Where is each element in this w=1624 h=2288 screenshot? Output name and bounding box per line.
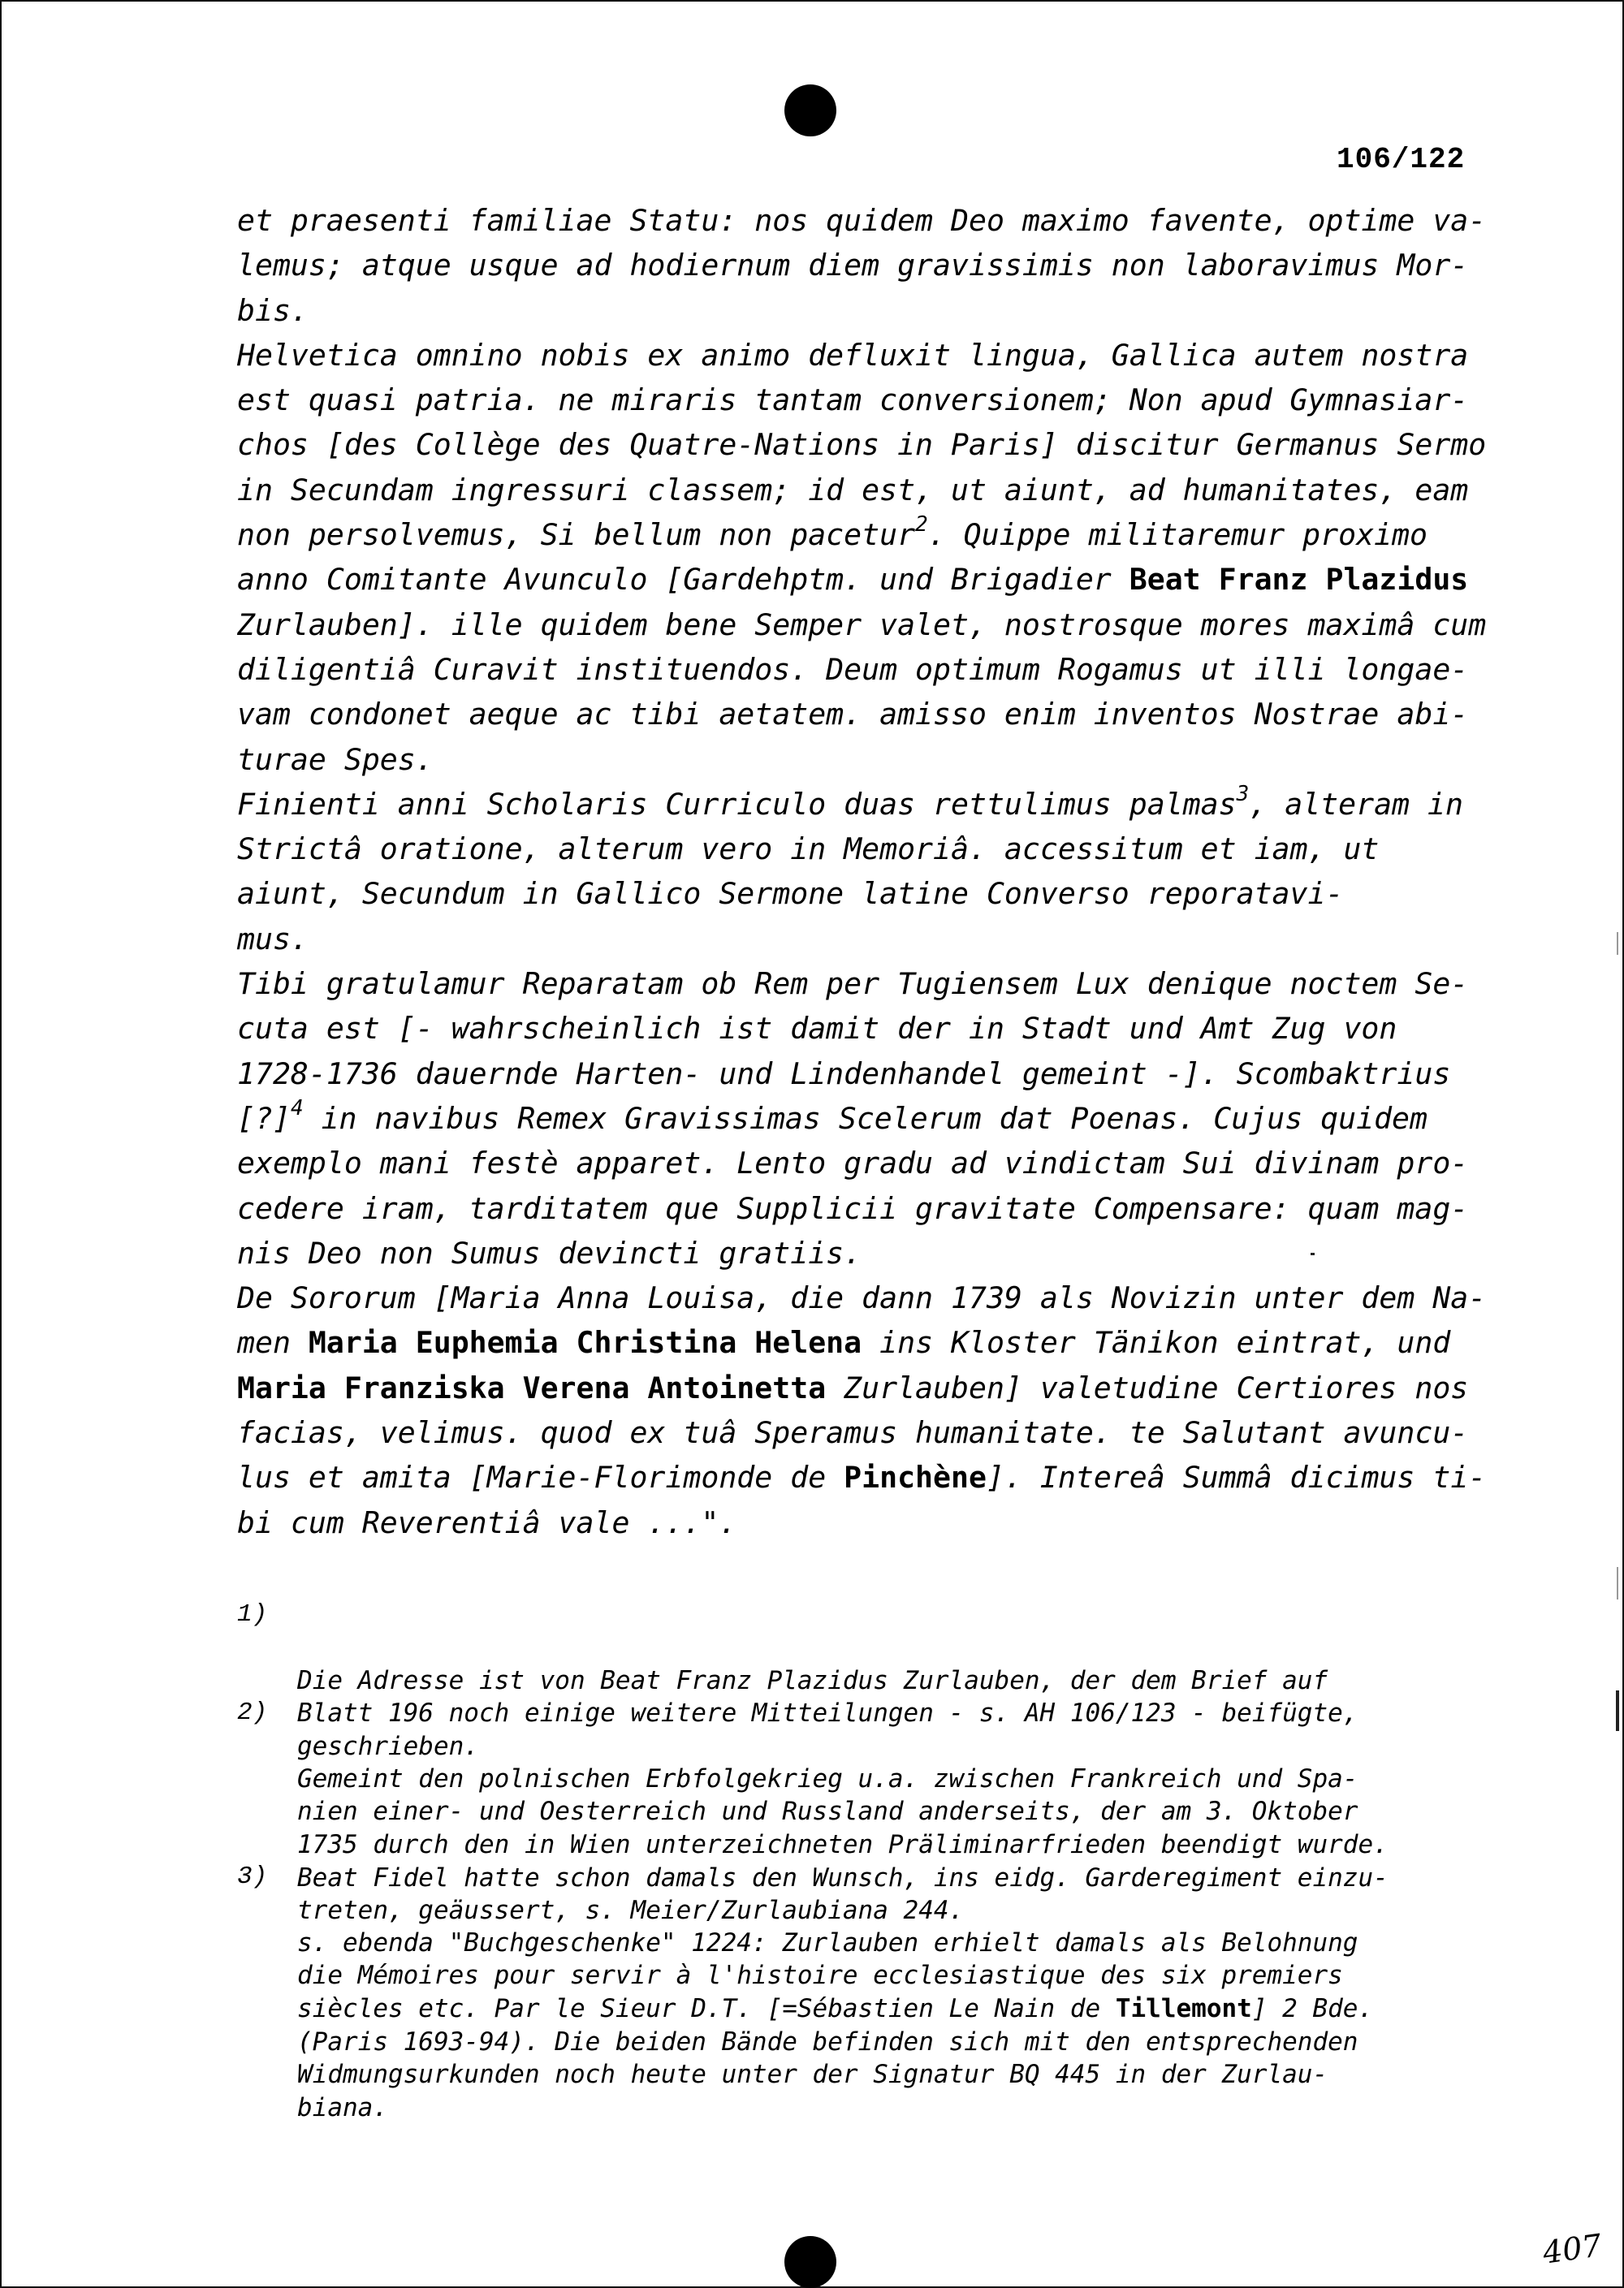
footnote-line: Gemeint den polnischen Erbfolgekrieg u.a. zwischen Frankreich und Spa- [297, 1763, 1358, 1794]
footnote-text [297, 1763, 1389, 1928]
footnote-ref: 4 [290, 1095, 304, 1120]
body-line: lus et amita [Marie-Florimonde de [237, 1460, 844, 1496]
letter-body [237, 198, 1488, 1545]
body-line: 1728-1736 dauernde Harten- und Lindenhandel gemeint -]. Scombaktrius [237, 1056, 1451, 1091]
body-line: . Quippe militaremur proximo [927, 517, 1427, 553]
body-line: cuta est [- wahrscheinlich ist damit der in Stadt und Amt Zug von [237, 1011, 1397, 1047]
footnote-line: Die Adresse ist von Beat Franz Plazidus Zurlauben, der dem Brief auf [297, 1665, 1328, 1695]
body-line: anno Comitante Avunculo [Gardehptm. und Brigadier [237, 562, 1129, 598]
body-line: De Sororum [Maria Anna Louisa, die dann 1739 als Novizin unter dem Na- [237, 1280, 1487, 1316]
body-line: Finienti anni Scholaris Curriculo duas rettulimus palmas [237, 786, 1237, 822]
body-line: est quasi patria. ne miraris tantam conversionem; Non apud Gymnasiar- [237, 382, 1469, 418]
body-line: exemplo mani festè apparet. Lento gradu ad vindictam Sui divinam pro- [237, 1146, 1469, 1181]
body-line: Tibi gratulamur Reparatam ob Rem per Tugiensem Lux denique noctem Se- [237, 966, 1469, 1002]
footnote-line: 1735 durch den in Wien unterzeichneten Präliminarfrieden beendigt wurde. [297, 1829, 1389, 1859]
body-line: bi cum Reverentiâ vale ...". [237, 1504, 737, 1540]
punch-hole-bottom [784, 2236, 836, 2288]
footnote-text [297, 1927, 1373, 2125]
footnote-line: biana. [297, 2092, 388, 2122]
scan-mark [1311, 1253, 1315, 1255]
body-line: facias, velimus. quod ex tuâ Speramus humanitate. te Salutant avuncu- [237, 1415, 1469, 1451]
scan-mark [1617, 932, 1618, 955]
body-line: ]. Intereâ Summâ dicimus ti- [986, 1460, 1487, 1496]
footnote-line: Blatt 196 noch einige weitere Mitteilungen - s. AH 106/123 - beifügte, [297, 1699, 1358, 1729]
body-line: [?] [237, 1100, 291, 1136]
footnote-number: 2) [237, 1698, 268, 1727]
body-line: in Secundam ingressuri classem; id est, ut aiunt, ad humanitates, eam [237, 472, 1469, 507]
body-line: Strictâ oratione, alterum vero in Memoriâ. accessitum et iam, ut [237, 831, 1380, 867]
body-line: nis Deo non Sumus devincti gratiis. [237, 1235, 862, 1271]
scan-mark [1616, 1690, 1619, 1731]
body-line: non persolvemus, Si bellum non pacetur [237, 517, 916, 553]
footnote-1 [237, 1565, 1358, 1761]
body-line: lemus; atque usque ad hodiernum diem gravissimis non laboravimus Mor- [237, 248, 1469, 283]
body-line: Zurlauben] valetudine Certiores nos [826, 1370, 1469, 1405]
footnote-ref: 2 [915, 512, 928, 537]
body-line: in navibus Remex Gravissimas Scelerum dat Poenas. Cujus quidem [303, 1100, 1428, 1136]
bold-name: Maria Franziska Verena Antoinetta [237, 1370, 827, 1405]
page-number: 106/122 [1337, 143, 1466, 176]
footnote-text [297, 1664, 1358, 1763]
footnote-number: 1) [237, 1599, 268, 1629]
footnote-line: Beat Fidel hatte schon damals den Wunsch, ins eidg. Garderegiment einzu- [297, 1863, 1389, 1893]
body-line: ins Kloster Tänikon eintrat, und [862, 1325, 1451, 1361]
footnote-line: siècles etc. Par le Sieur D.T. [=Sébastien Le Nain de [297, 1993, 1116, 2023]
handwritten-page-stamp: 407 [1540, 2227, 1605, 2271]
footnote-line: (Paris 1693-94). Die beiden Bände befinden sich mit den entsprechenden [297, 2027, 1358, 2057]
footnote-line: ] 2 Bde. [1251, 1993, 1374, 2023]
bold-name: Pinchène [844, 1460, 987, 1496]
scan-mark [1617, 1567, 1618, 1599]
bold-name: Maria Euphemia Christina Helena [308, 1325, 862, 1361]
footnote-ref: 3 [1236, 781, 1250, 806]
punch-hole-top [784, 84, 836, 136]
body-line: et praesenti familiae Statu: nos quidem Deo maximo favente, optime va- [237, 203, 1487, 238]
body-line: mus. [237, 921, 309, 956]
body-line: vam condonet aeque ac tibi aetatem. amisso enim inventos Nostrae abi- [237, 697, 1469, 732]
body-line: Helvetica omnino nobis ex animo defluxit lingua, Gallica autem nostra [237, 337, 1469, 373]
body-line: aiunt, Secundum in Gallico Sermone latine Converso reporatavi- [237, 876, 1344, 912]
footnote-line: Widmungsurkunden noch heute unter der Signatur BQ 445 in der Zurlau- [297, 2060, 1328, 2090]
footnote-line: geschrieben. [297, 1731, 479, 1761]
body-line: Zurlauben]. ille quidem bene Semper valet, nostrosque mores maximâ cum [237, 607, 1487, 642]
body-line: chos [des Collège des Quatre-Nations in Paris] discitur Germanus Sermo [237, 427, 1487, 463]
footnote-line: die Mémoires pour servir à l'histoire ecclesiastique des six premiers [297, 1961, 1343, 1991]
body-line: cedere iram, tarditatem que Supplicii gravitate Compensare: quam mag- [237, 1190, 1469, 1226]
footnote-line: treten, geäussert, s. Meier/Zurlaubiana 244. [297, 1896, 965, 1926]
bold-name: Beat Franz Plazidus [1129, 562, 1469, 598]
body-line: diligentiâ Curavit instituendos. Deum optimum Rogamus ut illi longae- [237, 651, 1469, 687]
footnote-line: s. ebenda "Buchgeschenke" 1224: Zurlauben erhielt damals als Belohnung [297, 1928, 1358, 1958]
body-line: men [237, 1325, 309, 1361]
body-line: turae Spes. [237, 741, 434, 777]
body-line: , alteram in [1249, 786, 1463, 822]
footnote-line: nien einer- und Oesterreich und Russland anderseits, der am 3. Oktober [297, 1797, 1358, 1827]
footnote-number: 3) [237, 1862, 268, 1891]
bold-name: Tillemont [1115, 1993, 1252, 2023]
body-line: bis. [237, 292, 309, 328]
